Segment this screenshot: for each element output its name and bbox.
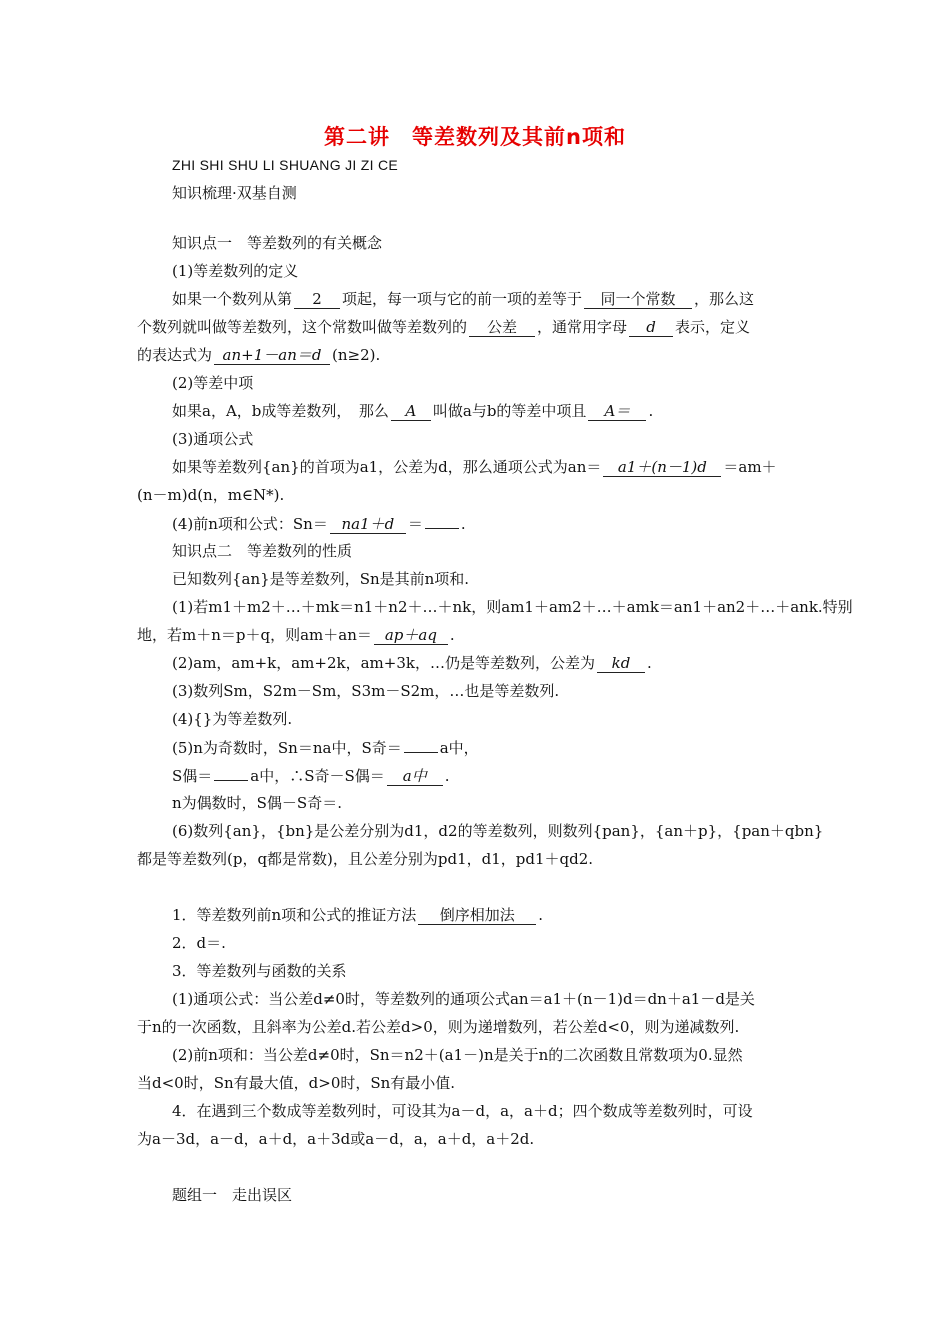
answer-blank: na1＋d [330,515,406,534]
kp2-property-1-line-1: (1)若m1＋m2＋…＋mk＝n1＋n2＋…＋nk，则am1＋am2＋…＋amk＝an1＋an2＋…＋ank.特别 [172,598,853,616]
group-1-heading: 题组一 走出误区 [172,1186,293,1204]
answer-blank-empty [425,513,459,529]
kp1-general-title: (3)通项公式 [172,430,254,448]
note-2: 2．d＝. [172,934,226,952]
kp1-definition-line-2: 个数列就叫做等差数列，这个常数叫做等差数列的 公差 ，通常用字母 d 表示，定义 [137,318,751,336]
answer-blank: d [629,318,673,337]
kp1-heading: 知识点一 等差数列的有关概念 [172,234,383,252]
kp1-general-line-2: (n－m)d(n，m∈N*). [137,486,285,504]
kp1-general-line-1: 如果等差数列{an}的首项为a1，公差为d，那么通项公式为an＝ a1＋(n－1)d ＝am＋ [172,458,777,476]
kp2-property-5-line-3: n为偶数时，S偶－S奇＝. [172,794,342,812]
note-1: 1．等差数列前n项和公式的推证方法 倒序相加法 . [172,906,543,924]
pinyin-subtitle: ZHI SHI SHU LI SHUANG JI ZI CE [172,157,399,173]
answer-blank: an+1－an＝d [214,346,330,365]
note-3-2-line-1: (2)前n项和：当公差d≠0时，Sn＝n2＋(a1－)n是关于n的二次函数且常数项为0.显然 [172,1046,743,1064]
kp2-property-2: (2)am，am+k，am+2k，am+3k，…仍是等差数列，公差为 kd . [172,654,652,672]
kp2-property-6-line-1: (6)数列{an}，{bn}是公差分别为d1，d2的等差数列，则数列{pan}，{an＋p}，{pan＋qbn} [172,822,824,840]
kp1-sum-line: (4)前n项和公式：Sn＝ na1＋d ＝ . [172,515,466,533]
kp2-intro: 已知数列{an}是等差数列，Sn是其前n项和. [172,570,470,588]
answer-blank: kd [597,654,645,673]
kp2-property-5-line-2: S偶＝ a中，∴S奇－S偶＝ a中 . [172,767,450,785]
answer-blank: a中 [387,767,443,786]
note-3-1-line-1: (1)通项公式：当公差d≠0时，等差数列的通项公式an＝a1＋(n－1)d＝dn＋a1－d是关 [172,990,755,1008]
kp2-property-3: (3)数列Sm，S2m－Sm，S3m－S2m，…也是等差数列. [172,682,560,700]
answer-blank: 倒序相加法 [418,906,536,925]
kp1-middle-line: 如果a，A，b成等差数列， 那么 A 叫做a与b的等差中项且 A＝ . [172,402,654,420]
note-3-2-line-2: 当d<0时，Sn有最大值，d>0时，Sn有最小值. [137,1074,456,1092]
page-title: 第二讲 等差数列及其前n项和 [324,125,626,149]
kp1-definition-line-3: 的表达式为 an+1－an＝d (n≥2). [137,346,381,364]
kp2-heading: 知识点二 等差数列的性质 [172,542,353,560]
answer-blank: 2 [294,290,340,309]
answer-blank: ap＋aq [374,626,448,645]
note-3-1-line-2: 于n的一次函数，且斜率为公差d.若公差d>0，则为递增数列，若公差d<0，则为递减数列. [137,1018,740,1036]
answer-blank: 同一个常数 [584,290,692,309]
note-4-line-2: 为a－3d，a－d，a＋d，a＋3d或a－d，a，a＋d，a＋2d. [137,1130,535,1148]
kp2-property-4: (4){}为等差数列. [172,710,293,728]
kp2-property-5-line-1: (5)n为奇数时，Sn＝na中，S奇＝ a中， [172,739,479,757]
kp1-middle-title: (2)等差中项 [172,374,254,392]
note-4-line-1: 4．在遇到三个数成等差数列时，可设其为a－d，a，a＋d；四个数成等差数列时，可设 [172,1102,753,1120]
answer-blank-empty [404,737,438,753]
answer-blank: A [391,402,431,421]
kp1-definition-line-1: 如果一个数列从第 2 项起，每一项与它的前一项的差等于 同一个常数 ，那么这 [172,290,755,308]
answer-blank: A＝ [588,402,646,421]
section-header: 知识梳理·双基自测 [172,184,297,202]
kp1-definition-title: (1)等差数列的定义 [172,262,299,280]
note-3: 3．等差数列与函数的关系 [172,962,347,980]
kp2-property-1-line-2: 地，若m＋n＝p＋q，则am＋an＝ ap＋aq . [137,626,455,644]
answer-blank: a1＋(n－1)d [603,458,721,477]
answer-blank-empty [214,765,248,781]
kp2-property-6-line-2: 都是等差数列(p，q都是常数)，且公差分别为pd1，d1，pd1＋qd2. [137,850,594,868]
answer-blank: 公差 [469,318,535,337]
